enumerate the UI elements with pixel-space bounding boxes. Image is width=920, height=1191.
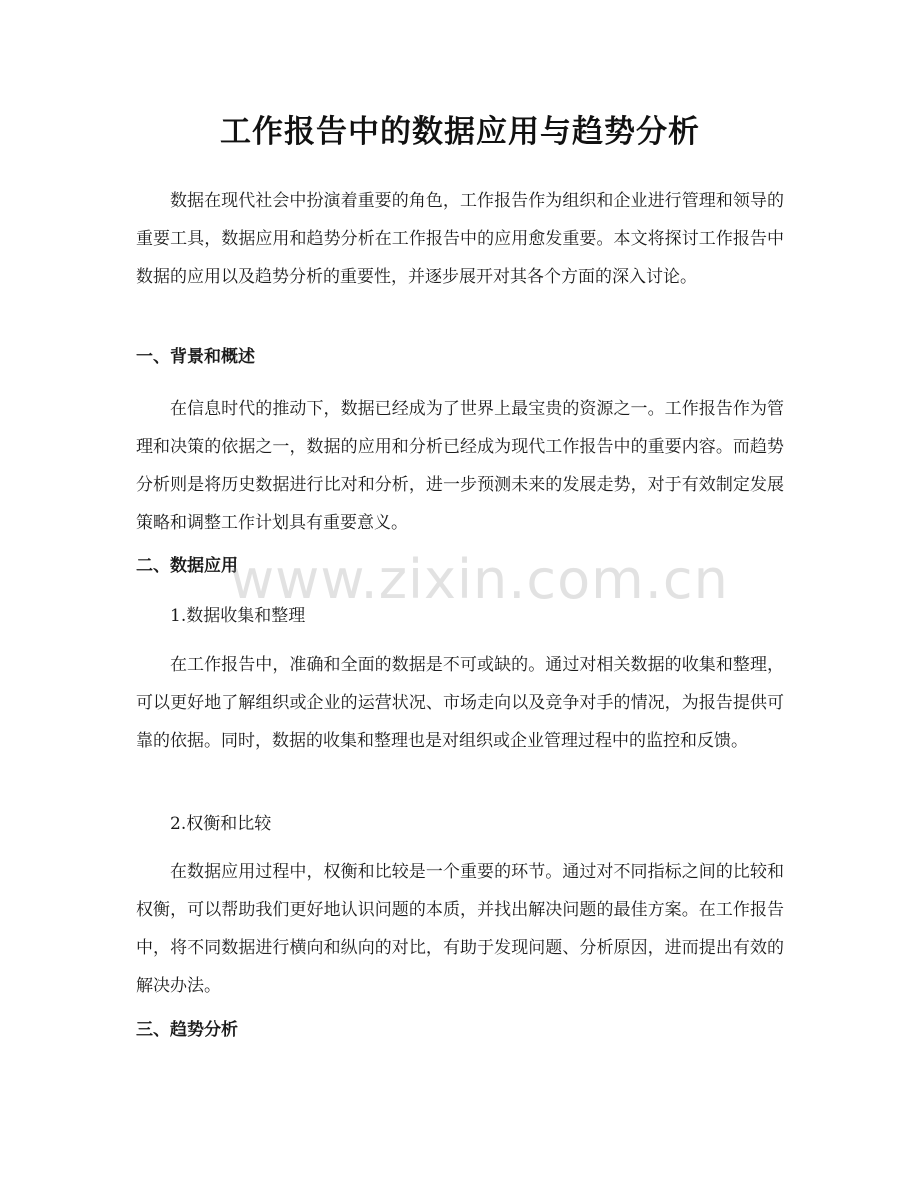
subsection-comparison-paragraph: 在数据应用过程中，权衡和比较是一个重要的环节。通过对不同指标之间的比较和权衡，可以帮助我们更好地认识问题的本质，并找出解决问题的最佳方案。在工作报告中，将不同数据进行横向和纵向的对比，有助于发现问题、分析原因，进而提出有效的解决办法。 [136,862,784,996]
section-heading-background: 一、背景和概述 [136,347,255,367]
subsection-collection-paragraph: 在工作报告中，准确和全面的数据是不可或缺的。通过对相关数据的收集和整理，可以更好地了解组织或企业的运营状况、市场走向以及竞争对手的情况，为报告提供可靠的依据。同时，数据的收集和整理也是对组织或企业管理过程中的监控和反馈。 [136,655,784,751]
intro-paragraph: 数据在现代社会中扮演着重要的角色，工作报告作为组织和企业进行管理和领导的重要工具，数据应用和趋势分析在工作报告中的应用愈发重要。本文将探讨工作报告中数据的应用以及趋势分析的重要性，并逐步展开对其各个方面的深入讨论。 [136,191,784,287]
section-heading-trend-analysis: 三、趋势分析 [136,1020,238,1040]
section-background-paragraph: 在信息时代的推动下，数据已经成为了世界上最宝贵的资源之一。工作报告作为管理和决策的依据之一，数据的应用和分析已经成为现代工作报告中的重要内容。而趋势分析则是将历史数据进行比对和分析，进一步预测未来的发展走势，对于有效制定发展策略和调整工作计划具有重要意义。 [136,399,784,533]
document-title: 工作报告中的数据应用与趋势分析 [220,114,700,150]
watermark: www.zixin.com.cn [230,548,729,611]
subsection-heading-collection: 1.数据收集和整理 [170,606,306,626]
section-heading-data-application: 二、数据应用 [136,556,238,576]
subsection-heading-comparison: 2.权衡和比较 [170,814,272,834]
